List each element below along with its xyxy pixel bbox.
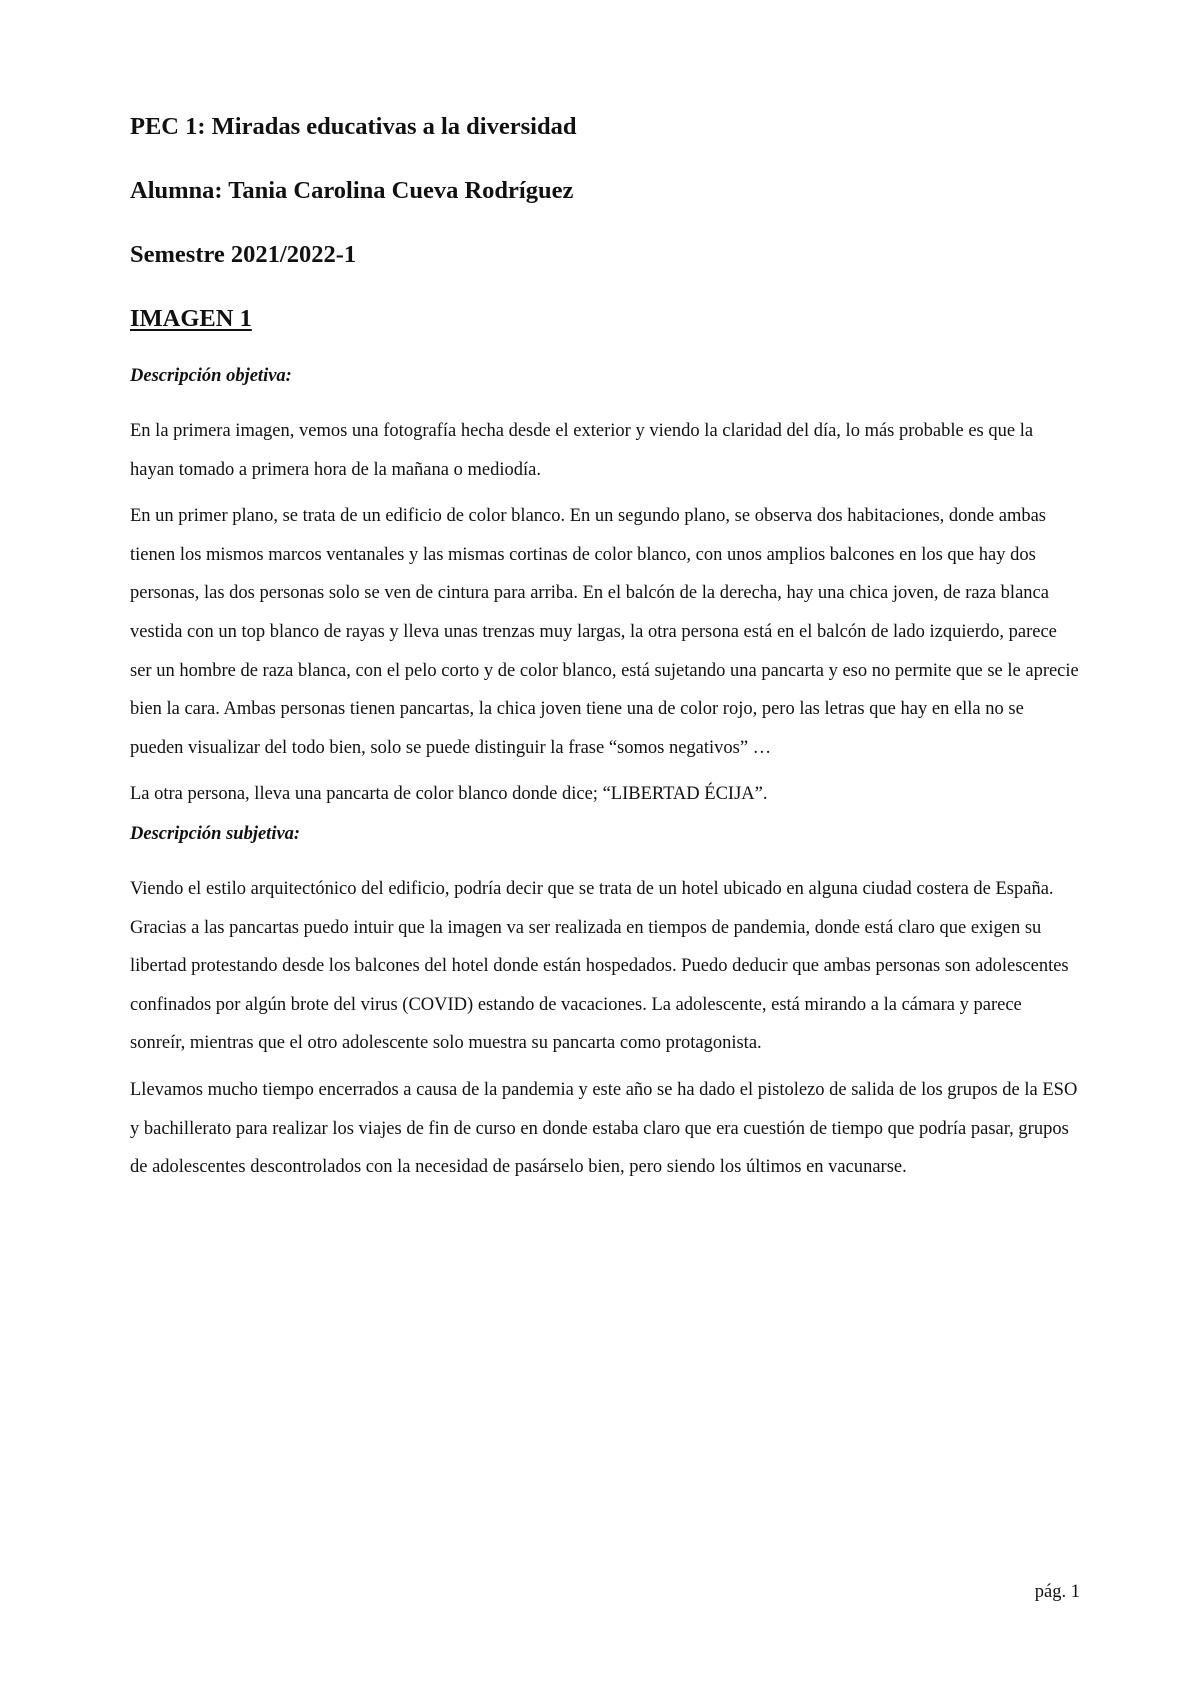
subjective-heading: Descripción subjetiva: [130, 823, 301, 844]
objective-heading: Descripción objetiva: [130, 366, 292, 386]
paragraph: Viendo el estilo arquitectónico del edificio, podría decir que se trata de un hotel ubicado en alguna ciudad costera de España. Gracias a las pancartas puedo intuir que la imagen va ser realizada en tiempos de pandemia, donde está claro que exigen su libertad protestando desde los balcones del hotel donde están hospedados. Puedo deducir que ambas personas son adolescentes confinados por algún brote del virus (COVID) estando de vacaciones. La adolescente, está mirando a la cámara y parece sonreír, mientras que el otro adolescente solo muestra su pancarta como protagonista. [130, 878, 1069, 1054]
document-body [130, 112, 1080, 1187]
paragraph: En un primer plano, se trata de un edificio de color blanco. En un segundo plano, se observa dos habitaciones, donde ambas tienen los mismos marcos ventanales y las mismas cortinas de color blanco, con unos amplios balcones en los que hay dos personas, las dos personas solo se ven de cintura para arriba. En el balcón de la derecha, hay una chica joven, de raza blanca vestida con un top blanco de rayas y lleva unas trenzas muy largas, la otra persona está en el balcón de lado izquierdo, parece ser un hombre de raza blanca, con el pelo corto y de color blanco, está sujetando una pancarta y eso no permite que se le aprecie bien la cara. Ambas personas tienen pancartas, la chica joven tiene una de color rojo, pero las letras que hay en ella no se pueden visualizar del todo bien, solo se puede distinguir la frase “somos negativos” … [130, 506, 1079, 758]
paragraph: La otra persona, lleva una pancarta de color blanco donde dice; “LIBERTAD ÉCIJA”. [130, 784, 768, 805]
page-number: pág. 1 [1034, 1582, 1080, 1602]
paragraph: Llevamos mucho tiempo encerrados a causa de la pandemia y este año se ha dado el pistolezo de salida de los grupos de la ESO y bachillerato para realizar los viajes de fin de curso en donde estaba claro que era cuestión de tiempo que podría pasar, grupos de adolescentes descontrolados con la necesidad de pasárselo bien, pero siendo los últimos en vacunarse. [130, 1079, 1078, 1178]
paragraph: En la primera imagen, vemos una fotografía hecha desde el exterior y viendo la claridad del día, lo más probable es que la hayan tomado a primera hora de la mañana o mediodía. [130, 421, 1034, 480]
author-line: Alumna: Tania Carolina Cueva Rodríguez [130, 177, 574, 204]
section-heading: IMAGEN 1 [130, 305, 252, 332]
semester-line: Semestre 2021/2022-1 [130, 241, 357, 268]
document-title: PEC 1: Miradas educativas a la diversidad [130, 113, 577, 140]
